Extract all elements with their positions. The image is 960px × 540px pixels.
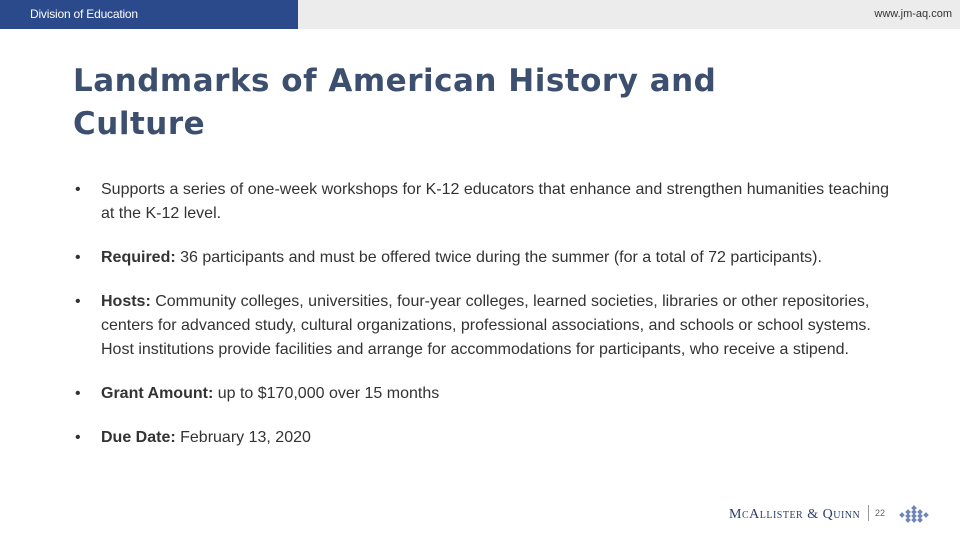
bullet-text: Supports a series of one-week workshops for K-12 educators that enhance and strengthen humanities teaching at the K-12 level. — [101, 181, 890, 222]
bullet-lead: Grant Amount: — [101, 385, 214, 402]
bullet-lead: Hosts: — [101, 293, 151, 310]
bullet-list — [73, 178, 893, 450]
bullet-item-grant-amount — [73, 382, 893, 406]
diamond-grid-logo-icon — [897, 505, 931, 525]
bullet-lead: Required: — [101, 249, 176, 266]
bullet-icon: • — [75, 249, 81, 266]
bullet-item-required — [73, 246, 893, 270]
footer-divider — [868, 505, 869, 521]
bullet-item-description — [73, 178, 893, 226]
bullet-text: up to $170,000 over 15 months — [213, 385, 440, 402]
slide-title: Landmarks of American History and Culture — [73, 63, 717, 142]
division-band — [0, 0, 298, 29]
page-number: 22 — [875, 508, 886, 518]
bullet-text: Community colleges, universities, four-year colleges, learned societies, libraries or other repositories, centers for advanced study, cultural organizations, professional associations, and schools or school systems. Host institutions provide facilities and arrange for accommodations for participants, who receive a stipend. — [101, 293, 871, 358]
bullet-item-due-date — [73, 426, 893, 450]
bullet-icon: • — [75, 181, 81, 198]
bullet-icon: • — [75, 385, 81, 402]
company-logo-text: McAllister & Quinn — [729, 507, 861, 522]
bullet-text: February 13, 2020 — [175, 429, 311, 446]
division-label: Division of Education — [30, 7, 138, 21]
bullet-icon: • — [75, 429, 81, 446]
website-url: www.jm-aq.com — [874, 8, 952, 20]
bullet-item-hosts — [73, 290, 893, 362]
bullet-icon: • — [75, 293, 81, 310]
bullet-lead: Due Date: — [101, 429, 176, 446]
bullet-text: 36 participants and must be offered twice during the summer (for a total of 72 participants). — [175, 249, 822, 266]
